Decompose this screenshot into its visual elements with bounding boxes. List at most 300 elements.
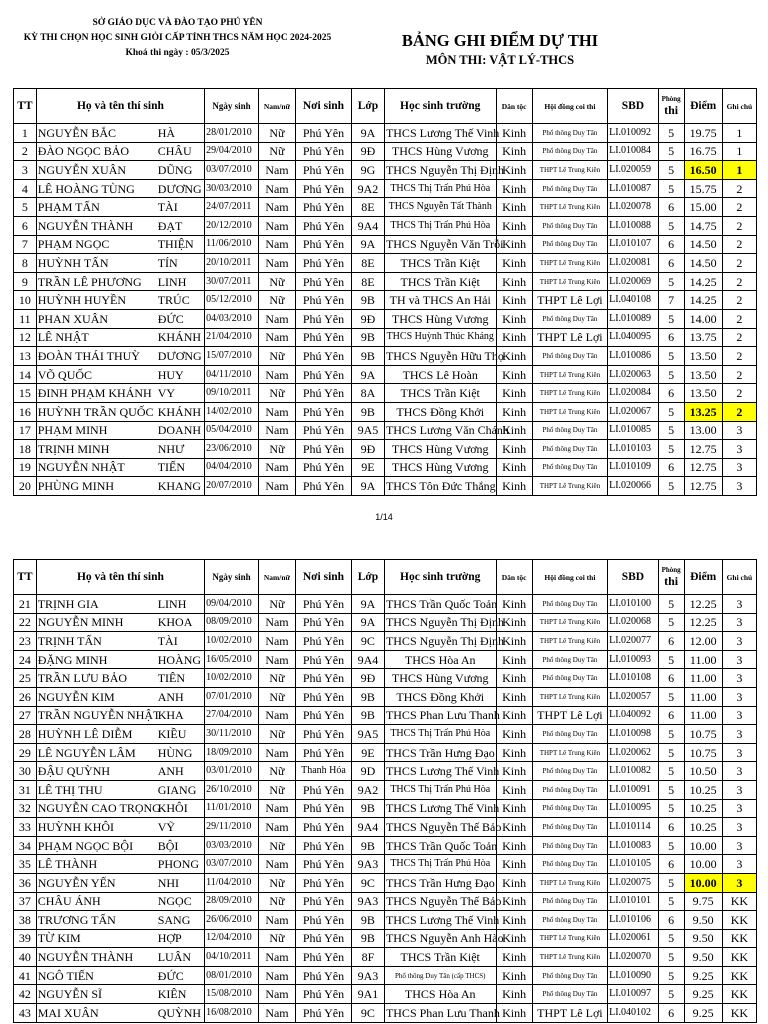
cell-room: 6 <box>658 818 684 837</box>
cell-first-name: DƯƠNG <box>157 181 202 196</box>
cell-room: 6 <box>658 1004 684 1023</box>
cell-note: 3 <box>722 613 756 632</box>
cell-school: THCS Thị Trấn Phú Hòa <box>384 855 496 874</box>
cell-last-name: PHẠM NGỌC BỘI <box>37 838 134 853</box>
cell-last-name: ĐÀO NGỌC BẢO <box>37 144 130 159</box>
cell-score: 13.50 <box>684 384 722 403</box>
cell-ethnic: Kinh <box>496 161 532 180</box>
cell-ethnic: Kinh <box>496 347 532 366</box>
cell-last-name: TRẦN LƯU BẢO <box>37 671 128 686</box>
cell-gender: Nữ <box>258 780 295 799</box>
cell-note: 2 <box>722 179 756 198</box>
cell-sbd: LI.010095 <box>608 799 659 818</box>
cell-tt: 39 <box>14 929 37 948</box>
cell-school: THCS Hùng Vương <box>384 309 496 328</box>
cell-sbd: LI.020070 <box>608 948 659 967</box>
cell-room: 5 <box>658 613 684 632</box>
cell-note: KK <box>722 911 756 930</box>
cell-score: 13.75 <box>684 328 722 347</box>
col-room-top: Phòng <box>661 95 681 103</box>
table-row <box>14 291 757 310</box>
cell-birthplace: Phú Yên <box>296 272 352 291</box>
cell-council: THPT Lê Lợi <box>532 328 607 347</box>
cell-sbd: LI.010082 <box>608 762 659 781</box>
cell-school: THCS Nguyễn Thị Định <box>384 613 496 632</box>
cell-school: THCS Huỳnh Thúc Kháng <box>384 328 496 347</box>
cell-name <box>36 966 204 985</box>
cell-room: 5 <box>658 216 684 235</box>
table-row <box>14 706 757 725</box>
cell-note: 2 <box>722 402 756 421</box>
cell-score: 14.00 <box>684 309 722 328</box>
cell-school: THCS Phan Lưu Thanh <box>384 706 496 725</box>
cell-last-name: NGUYỄN KIM <box>37 689 115 704</box>
cell-ethnic: Kinh <box>496 235 532 254</box>
cell-class: 9B <box>351 291 384 310</box>
cell-sbd: LI.040092 <box>608 706 659 725</box>
cell-first-name: TIẾN <box>157 460 186 475</box>
cell-ethnic: Kinh <box>496 440 532 459</box>
cell-council: Phổ thông Duy Tân <box>532 458 607 477</box>
cell-tt: 2 <box>14 142 37 161</box>
cell-score: 10.50 <box>684 762 722 781</box>
cell-school: THCS Lê Hoàn <box>384 365 496 384</box>
cell-score: 10.25 <box>684 818 722 837</box>
cell-gender: Nữ <box>258 347 295 366</box>
cell-name <box>36 929 204 948</box>
cell-ethnic: Kinh <box>496 966 532 985</box>
cell-class: 9G <box>351 161 384 180</box>
cell-council: Phổ thông Duy Tân <box>532 762 607 781</box>
cell-note: 3 <box>722 836 756 855</box>
cell-ethnic: Kinh <box>496 216 532 235</box>
cell-dob: 30/07/2011 <box>205 272 259 291</box>
page-number: 1/14 <box>375 512 393 522</box>
cell-school: THCS Nguyễn Thị Định <box>384 161 496 180</box>
cell-council: THPT Lê Trung Kiên <box>532 873 607 892</box>
cell-last-name: MAI XUÂN <box>37 1005 99 1020</box>
table-row <box>14 477 757 496</box>
cell-class: 9B <box>351 911 384 930</box>
cell-room: 5 <box>658 687 684 706</box>
cell-room: 5 <box>658 142 684 161</box>
col-gender: Nam/nữ <box>258 89 295 124</box>
cell-dob: 29/11/2010 <box>205 818 259 837</box>
cell-first-name: DƯƠNG <box>157 348 202 363</box>
cell-class: 9A4 <box>351 216 384 235</box>
cell-note: 3 <box>722 458 756 477</box>
cell-birthplace: Phú Yên <box>296 966 352 985</box>
cell-birthplace: Phú Yên <box>296 477 352 496</box>
cell-last-name: ĐẬU QUỲNH <box>37 764 111 779</box>
cell-tt: 9 <box>14 272 37 291</box>
cell-council: Phổ thông Duy Tân <box>532 911 607 930</box>
cell-first-name: DŨNG <box>157 162 193 177</box>
col-note: Ghi chú <box>722 89 756 124</box>
cell-dob: 26/06/2010 <box>205 911 259 930</box>
cell-sbd: LI.020066 <box>608 477 659 496</box>
cell-room: 6 <box>658 198 684 217</box>
cell-council: Phổ thông Duy Tân <box>532 985 607 1004</box>
table-row <box>14 347 757 366</box>
cell-ethnic: Kinh <box>496 780 532 799</box>
cell-room: 6 <box>658 384 684 403</box>
cell-last-name: CHÂU ÁNH <box>37 894 101 909</box>
cell-dob: 15/07/2010 <box>205 347 259 366</box>
cell-room: 5 <box>658 650 684 669</box>
cell-dob: 21/04/2010 <box>205 328 259 347</box>
cell-note: 2 <box>722 254 756 273</box>
cell-score: 11.00 <box>684 687 722 706</box>
cell-note: 2 <box>722 291 756 310</box>
cell-birthplace: Phú Yên <box>296 836 352 855</box>
cell-last-name: TRỊNH GIA <box>37 596 99 611</box>
cell-gender: Nam <box>258 985 295 1004</box>
cell-birthplace: Phú Yên <box>296 291 352 310</box>
cell-note: KK <box>722 985 756 1004</box>
cell-class: 9A <box>351 124 384 143</box>
cell-score: 15.75 <box>684 179 722 198</box>
cell-first-name: LUÂN <box>157 950 192 965</box>
department-name: SỞ GIÁO DỤC VÀ ĐÀO TẠO PHÚ YÊN <box>92 18 263 28</box>
cell-ethnic: Kinh <box>496 179 532 198</box>
cell-birthplace: Phú Yên <box>296 706 352 725</box>
cell-first-name: KIÊN <box>157 987 187 1002</box>
cell-sbd: LI.010098 <box>608 725 659 744</box>
cell-first-name: ĐỨC <box>157 311 184 326</box>
cell-name <box>36 873 204 892</box>
cell-gender: Nữ <box>258 873 295 892</box>
cell-score: 12.75 <box>684 440 722 459</box>
cell-council: Phổ thông Duy Tân <box>532 780 607 799</box>
cell-dob: 20/10/2011 <box>205 254 259 273</box>
cell-sbd: LI.010088 <box>608 216 659 235</box>
table-row <box>14 198 757 217</box>
cell-score: 12.75 <box>684 477 722 496</box>
cell-last-name: TỪ KIM <box>37 931 81 946</box>
cell-birthplace: Phú Yên <box>296 421 352 440</box>
cell-birthplace: Phú Yên <box>296 309 352 328</box>
cell-tt: 41 <box>14 966 37 985</box>
cell-note: 2 <box>722 365 756 384</box>
cell-first-name: CHÂU <box>157 144 192 159</box>
cell-council: THPT Lê Lợi <box>532 291 607 310</box>
cell-note: 3 <box>722 743 756 762</box>
score-table-page-1 <box>13 88 757 496</box>
table-row <box>14 725 757 744</box>
table-row <box>14 179 757 198</box>
cell-dob: 27/04/2010 <box>205 706 259 725</box>
cell-name <box>36 632 204 651</box>
cell-name <box>36 762 204 781</box>
cell-first-name: KHÁNH <box>157 404 202 419</box>
cell-council: THPT Lê Trung Kiên <box>532 477 607 496</box>
cell-class: 9B <box>351 706 384 725</box>
cell-class: 9A3 <box>351 892 384 911</box>
cell-last-name: HUỲNH TRẦN QUỐC <box>37 404 154 419</box>
cell-class: 9A <box>351 595 384 614</box>
cell-council: Phổ thông Duy Tân <box>532 347 607 366</box>
cell-dob: 03/07/2010 <box>205 161 259 180</box>
cell-class: 9A <box>351 613 384 632</box>
cell-ethnic: Kinh <box>496 291 532 310</box>
cell-tt: 7 <box>14 235 37 254</box>
cell-birthplace: Phú Yên <box>296 179 352 198</box>
cell-school: THCS Lương Văn Chánh <box>384 421 496 440</box>
cell-room: 6 <box>658 911 684 930</box>
cell-tt: 24 <box>14 650 37 669</box>
cell-last-name: HUỲNH HUYỀN <box>37 293 127 308</box>
cell-ethnic: Kinh <box>496 384 532 403</box>
cell-room: 5 <box>658 799 684 818</box>
cell-council: THPT Lê Trung Kiên <box>532 365 607 384</box>
score-table-page-2 <box>13 559 757 1023</box>
cell-first-name: TRÚC <box>157 293 190 308</box>
cell-note: 2 <box>722 198 756 217</box>
cell-note: 3 <box>722 421 756 440</box>
col-score: Điểm <box>684 89 722 124</box>
table-row <box>14 892 757 911</box>
cell-score: 12.25 <box>684 613 722 632</box>
cell-council: Phổ thông Duy Tân <box>532 421 607 440</box>
cell-school: THCS Trần Kiệt <box>384 948 496 967</box>
cell-council: Phổ thông Duy Tân <box>532 818 607 837</box>
cell-ethnic: Kinh <box>496 725 532 744</box>
cell-sbd: LI.020075 <box>608 873 659 892</box>
cell-room: 5 <box>658 365 684 384</box>
cell-ethnic: Kinh <box>496 799 532 818</box>
cell-sbd: LI.010085 <box>608 421 659 440</box>
cell-school: THCS Nguyễn Thế Bảo <box>384 892 496 911</box>
cell-birthplace: Phú Yên <box>296 650 352 669</box>
cell-gender: Nam <box>258 743 295 762</box>
cell-tt: 8 <box>14 254 37 273</box>
cell-sbd: LI.020077 <box>608 632 659 651</box>
cell-name <box>36 855 204 874</box>
table-header-row <box>14 89 757 124</box>
cell-birthplace: Phú Yên <box>296 985 352 1004</box>
cell-birthplace: Phú Yên <box>296 929 352 948</box>
table-row <box>14 855 757 874</box>
cell-score: 11.00 <box>684 669 722 688</box>
cell-sbd: LI.010107 <box>608 235 659 254</box>
cell-dob: 04/04/2010 <box>205 458 259 477</box>
table-row <box>14 272 757 291</box>
col-council: Hội đồng coi thi <box>532 89 607 124</box>
cell-school: THCS Đồng Khởi <box>384 687 496 706</box>
cell-first-name: BỘI <box>157 838 179 853</box>
cell-tt: 34 <box>14 836 37 855</box>
cell-birthplace: Phú Yên <box>296 873 352 892</box>
table-row <box>14 124 757 143</box>
cell-birthplace: Thanh Hóa <box>296 762 352 781</box>
cell-sbd: LI.040095 <box>608 328 659 347</box>
cell-birthplace: Phú Yên <box>296 725 352 744</box>
cell-class: 9C <box>351 873 384 892</box>
cell-last-name: LÊ NHẬT <box>37 330 89 345</box>
cell-class: 9B <box>351 347 384 366</box>
col-school: Học sinh trường <box>384 560 496 595</box>
cell-council: Phổ thông Duy Tân <box>532 124 607 143</box>
cell-tt: 23 <box>14 632 37 651</box>
cell-first-name: TÍN <box>157 255 178 270</box>
cell-birthplace: Phú Yên <box>296 384 352 403</box>
table-row <box>14 161 757 180</box>
cell-school: THCS Thị Trấn Phú Hòa <box>384 725 496 744</box>
cell-last-name: NGUYỄN BẮC <box>37 125 117 140</box>
cell-last-name: HUỲNH KHÔI <box>37 819 115 834</box>
cell-name <box>36 440 204 459</box>
cell-name <box>36 595 204 614</box>
cell-ethnic: Kinh <box>496 124 532 143</box>
col-sbd: SBD <box>608 89 659 124</box>
cell-school: THCS Nguyễn Thị Định <box>384 632 496 651</box>
cell-tt: 4 <box>14 179 37 198</box>
cell-tt: 38 <box>14 911 37 930</box>
cell-name <box>36 198 204 217</box>
table-row <box>14 669 757 688</box>
cell-class: 9A4 <box>351 650 384 669</box>
cell-note: 2 <box>722 235 756 254</box>
cell-tt: 30 <box>14 762 37 781</box>
cell-ethnic: Kinh <box>496 458 532 477</box>
cell-gender: Nam <box>258 650 295 669</box>
cell-class: 8E <box>351 198 384 217</box>
cell-last-name: PHAN XUÂN <box>37 311 109 326</box>
cell-room: 5 <box>658 966 684 985</box>
cell-room: 5 <box>658 124 684 143</box>
cell-name <box>36 650 204 669</box>
cell-last-name: HUỲNH LÊ DIỄM <box>37 726 133 741</box>
cell-sbd: LI.010087 <box>608 179 659 198</box>
cell-first-name: VỸ <box>157 819 176 834</box>
cell-sbd: LI.010109 <box>608 458 659 477</box>
cell-score: 10.75 <box>684 743 722 762</box>
cell-class: 9A5 <box>351 725 384 744</box>
cell-ethnic: Kinh <box>496 1004 532 1023</box>
cell-sbd: LI.010103 <box>608 440 659 459</box>
cell-sbd: LI.020084 <box>608 384 659 403</box>
cell-room: 5 <box>658 929 684 948</box>
cell-council: Phổ thông Duy Tân <box>532 142 607 161</box>
cell-ethnic: Kinh <box>496 687 532 706</box>
cell-council: Phổ thông Duy Tân <box>532 966 607 985</box>
cell-dob: 08/01/2010 <box>205 966 259 985</box>
cell-school: THCS Nguyễn Anh Hào <box>384 929 496 948</box>
cell-score: 13.50 <box>684 365 722 384</box>
cell-gender: Nữ <box>258 124 295 143</box>
cell-school: Phổ thông Duy Tân (cấp THCS) <box>384 966 496 985</box>
cell-birthplace: Phú Yên <box>296 780 352 799</box>
cell-name <box>36 124 204 143</box>
cell-school: THCS Trần Quốc Toản <box>384 595 496 614</box>
cell-name <box>36 421 204 440</box>
cell-score: 13.00 <box>684 421 722 440</box>
cell-score: 15.00 <box>684 198 722 217</box>
cell-dob: 10/02/2010 <box>205 632 259 651</box>
cell-tt: 20 <box>14 477 37 496</box>
cell-tt: 28 <box>14 725 37 744</box>
cell-council: Phổ thông Duy Tân <box>532 235 607 254</box>
table-row <box>14 966 757 985</box>
cell-dob: 12/04/2010 <box>205 929 259 948</box>
cell-note: 3 <box>722 873 756 892</box>
cell-school: THCS Nguyễn Tất Thành <box>384 198 496 217</box>
cell-gender: Nữ <box>258 440 295 459</box>
cell-birthplace: Phú Yên <box>296 328 352 347</box>
cell-council: Phổ thông Duy Tân <box>532 595 607 614</box>
cell-birthplace: Phú Yên <box>296 632 352 651</box>
cell-first-name: TÀI <box>157 200 178 215</box>
cell-last-name: PHẠM TẤN <box>37 200 100 215</box>
cell-sbd: LI.010083 <box>608 836 659 855</box>
cell-class: 9D <box>351 762 384 781</box>
cell-score: 14.75 <box>684 216 722 235</box>
cell-first-name: NHƯ <box>157 441 185 456</box>
cell-dob: 15/08/2010 <box>205 985 259 1004</box>
cell-room: 6 <box>658 254 684 273</box>
cell-tt: 27 <box>14 706 37 725</box>
col-dob: Ngày sinh <box>205 89 259 124</box>
cell-sbd: LI.010089 <box>608 309 659 328</box>
cell-gender: Nam <box>258 421 295 440</box>
cell-gender: Nam <box>258 161 295 180</box>
cell-name <box>36 669 204 688</box>
cell-council: Phổ thông Duy Tân <box>532 216 607 235</box>
cell-score: 12.00 <box>684 632 722 651</box>
cell-class: 9A3 <box>351 855 384 874</box>
cell-ethnic: Kinh <box>496 309 532 328</box>
cell-room: 7 <box>658 291 684 310</box>
cell-note: KK <box>722 1004 756 1023</box>
cell-sbd: LI.010108 <box>608 669 659 688</box>
cell-sbd: LI.040108 <box>608 291 659 310</box>
cell-tt: 43 <box>14 1004 37 1023</box>
cell-gender: Nam <box>258 477 295 496</box>
cell-note: 1 <box>722 161 756 180</box>
cell-last-name: ĐOÀN THÁI THUỲ <box>37 348 140 363</box>
cell-gender: Nam <box>258 1004 295 1023</box>
cell-first-name: TÀI <box>157 633 178 648</box>
cell-school: THCS Lương Thế Vinh <box>384 911 496 930</box>
cell-gender: Nữ <box>258 762 295 781</box>
cell-first-name: GIANG <box>157 782 197 797</box>
cell-name <box>36 799 204 818</box>
cell-ethnic: Kinh <box>496 632 532 651</box>
cell-room: 5 <box>658 948 684 967</box>
cell-council: Phổ thông Duy Tân <box>532 650 607 669</box>
cell-room: 5 <box>658 477 684 496</box>
table-row <box>14 873 757 892</box>
cell-room: 6 <box>658 632 684 651</box>
cell-school: THCS Nguyễn Hữu Thọ <box>384 347 496 366</box>
cell-score: 16.75 <box>684 142 722 161</box>
cell-tt: 15 <box>14 384 37 403</box>
col-room <box>658 560 684 595</box>
cell-council: THPT Lê Trung Kiên <box>532 198 607 217</box>
cell-name <box>36 458 204 477</box>
cell-note: 2 <box>722 272 756 291</box>
cell-council: THPT Lê Trung Kiên <box>532 161 607 180</box>
cell-tt: 31 <box>14 780 37 799</box>
cell-tt: 13 <box>14 347 37 366</box>
col-score: Điểm <box>684 560 722 595</box>
cell-school: THCS Nguyễn Văn Trỗi <box>384 235 496 254</box>
cell-gender: Nam <box>258 402 295 421</box>
cell-school: THCS Hòa An <box>384 985 496 1004</box>
cell-council: THPT Lê Trung Kiên <box>532 272 607 291</box>
cell-dob: 28/01/2010 <box>205 124 259 143</box>
